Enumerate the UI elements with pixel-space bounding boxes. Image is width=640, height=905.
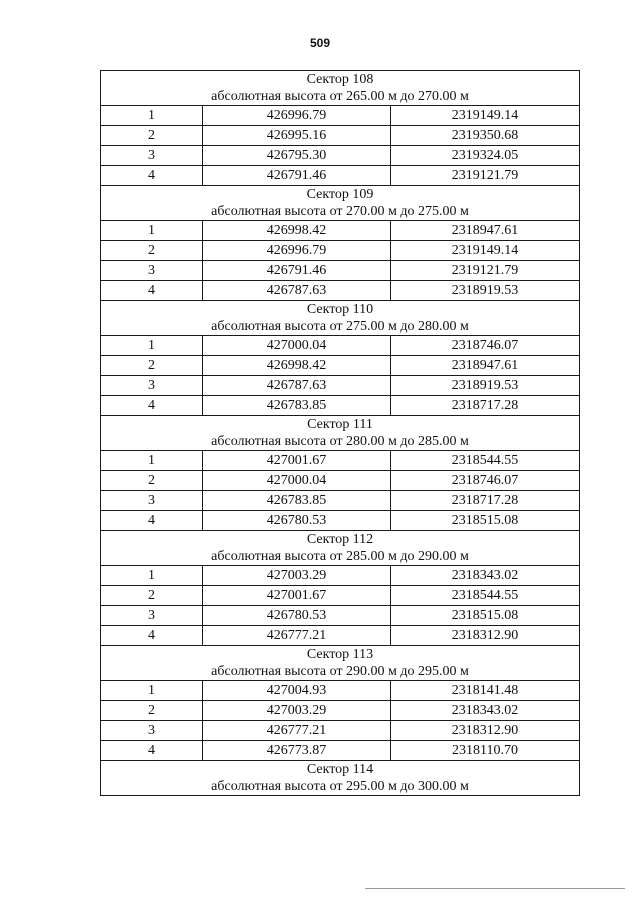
coordinate-y-cell: 2318515.08 xyxy=(391,606,580,626)
point-number-cell: 3 xyxy=(101,261,203,281)
coordinate-x-cell: 426795.30 xyxy=(203,146,391,166)
table-row xyxy=(101,491,580,511)
coordinate-y-cell: 2318110.70 xyxy=(391,741,580,761)
sector-title: Сектор 113 xyxy=(306,647,374,662)
table-row xyxy=(101,126,580,146)
sector-header-row xyxy=(101,301,580,336)
sector-header-row xyxy=(101,646,580,681)
coordinate-x-cell: 426773.87 xyxy=(203,741,391,761)
coordinate-y-cell: 2319149.14 xyxy=(391,241,580,261)
coordinate-x-cell: 426783.85 xyxy=(203,396,391,416)
coordinate-x-cell: 427001.67 xyxy=(203,586,391,606)
point-number-cell: 1 xyxy=(101,566,203,586)
coordinate-y-cell: 2319121.79 xyxy=(391,166,580,186)
sector-altitude-range: абсолютная высота от 285.00 м до 290.00 м xyxy=(211,549,469,564)
point-number-cell: 2 xyxy=(101,356,203,376)
coordinate-y-cell: 2318515.08 xyxy=(391,511,580,531)
point-number-cell: 1 xyxy=(101,451,203,471)
point-number-cell: 3 xyxy=(101,146,203,166)
sector-header-row xyxy=(101,761,580,796)
coordinate-y-cell: 2318746.07 xyxy=(391,336,580,356)
sector-header xyxy=(101,531,580,566)
point-number-cell: 4 xyxy=(101,396,203,416)
coordinate-x-cell: 427003.29 xyxy=(203,566,391,586)
point-number-cell: 2 xyxy=(101,241,203,261)
coordinate-x-cell: 426787.63 xyxy=(203,281,391,301)
table-row xyxy=(101,511,580,531)
sector-altitude-range: абсолютная высота от 275.00 м до 280.00 м xyxy=(211,319,469,334)
point-number-cell: 4 xyxy=(101,166,203,186)
table-row xyxy=(101,741,580,761)
point-number-cell: 4 xyxy=(101,741,203,761)
coordinate-x-cell: 426780.53 xyxy=(203,511,391,531)
sector-title: Сектор 109 xyxy=(306,187,374,202)
coordinate-y-cell: 2318919.53 xyxy=(391,281,580,301)
point-number-cell: 2 xyxy=(101,701,203,721)
coordinate-y-cell: 2318343.02 xyxy=(391,566,580,586)
table-row xyxy=(101,281,580,301)
sector-altitude-range: абсолютная высота от 280.00 м до 285.00 м xyxy=(211,434,469,449)
sector-title: Сектор 108 xyxy=(306,72,374,87)
coordinate-y-cell: 2318312.90 xyxy=(391,721,580,741)
point-number-cell: 4 xyxy=(101,281,203,301)
point-number-cell: 2 xyxy=(101,586,203,606)
sector-header-row xyxy=(101,416,580,451)
coordinate-y-cell: 2318544.55 xyxy=(391,451,580,471)
coordinate-y-cell: 2318312.90 xyxy=(391,626,580,646)
point-number-cell: 1 xyxy=(101,221,203,241)
coordinate-y-cell: 2318746.07 xyxy=(391,471,580,491)
sector-header-row xyxy=(101,71,580,106)
point-number-cell: 3 xyxy=(101,721,203,741)
table-row xyxy=(101,336,580,356)
coordinate-x-cell: 427003.29 xyxy=(203,701,391,721)
sector-altitude-range: абсолютная высота от 270.00 м до 275.00 м xyxy=(211,204,469,219)
coordinate-x-cell: 427001.67 xyxy=(203,451,391,471)
sector-header-row xyxy=(101,186,580,221)
coordinate-x-cell: 426995.16 xyxy=(203,126,391,146)
table-row xyxy=(101,396,580,416)
table-row xyxy=(101,701,580,721)
sector-altitude-range: абсолютная высота от 265.00 м до 270.00 м xyxy=(211,89,469,104)
point-number-cell: 1 xyxy=(101,106,203,126)
table-row xyxy=(101,221,580,241)
coordinate-x-cell: 427000.04 xyxy=(203,336,391,356)
coordinate-y-cell: 2318343.02 xyxy=(391,701,580,721)
point-number-cell: 3 xyxy=(101,491,203,511)
sector-header xyxy=(101,301,580,336)
sector-header xyxy=(101,71,580,106)
sector-altitude-range: абсолютная высота от 290.00 м до 295.00 м xyxy=(211,664,469,679)
table-row xyxy=(101,376,580,396)
table-row xyxy=(101,721,580,741)
table-row xyxy=(101,681,580,701)
table-row xyxy=(101,586,580,606)
coordinate-x-cell: 426777.21 xyxy=(203,721,391,741)
table-row xyxy=(101,241,580,261)
table-row xyxy=(101,606,580,626)
coordinate-x-cell: 427004.93 xyxy=(203,681,391,701)
coordinate-y-cell: 2318947.61 xyxy=(391,221,580,241)
coordinate-x-cell: 426777.21 xyxy=(203,626,391,646)
table-row xyxy=(101,261,580,281)
coordinate-y-cell: 2318717.28 xyxy=(391,491,580,511)
coordinate-y-cell: 2318947.61 xyxy=(391,356,580,376)
point-number-cell: 2 xyxy=(101,471,203,491)
scan-edge-line xyxy=(365,888,625,889)
coordinate-y-cell: 2319350.68 xyxy=(391,126,580,146)
coordinate-y-cell: 2318141.48 xyxy=(391,681,580,701)
sector-header xyxy=(101,646,580,681)
sector-title: Сектор 114 xyxy=(306,762,374,777)
sector-header xyxy=(101,416,580,451)
sector-header-row xyxy=(101,531,580,566)
coordinate-y-cell: 2318717.28 xyxy=(391,396,580,416)
point-number-cell: 4 xyxy=(101,511,203,531)
coordinate-x-cell: 426783.85 xyxy=(203,491,391,511)
table-row xyxy=(101,566,580,586)
table-row xyxy=(101,166,580,186)
coordinate-y-cell: 2319149.14 xyxy=(391,106,580,126)
point-number-cell: 2 xyxy=(101,126,203,146)
coordinate-x-cell: 426791.46 xyxy=(203,261,391,281)
coordinate-x-cell: 426787.63 xyxy=(203,376,391,396)
sector-header xyxy=(101,761,580,796)
coordinate-x-cell: 426998.42 xyxy=(203,356,391,376)
coordinates-table xyxy=(100,70,580,796)
coordinate-x-cell: 426998.42 xyxy=(203,221,391,241)
coordinates-table-body xyxy=(101,71,580,796)
sector-altitude-range: абсолютная высота от 295.00 м до 300.00 м xyxy=(211,779,469,794)
coordinate-x-cell: 426791.46 xyxy=(203,166,391,186)
coordinate-y-cell: 2319121.79 xyxy=(391,261,580,281)
table-row xyxy=(101,626,580,646)
table-row xyxy=(101,356,580,376)
table-row xyxy=(101,146,580,166)
coordinate-y-cell: 2318544.55 xyxy=(391,586,580,606)
point-number-cell: 1 xyxy=(101,336,203,356)
coordinate-x-cell: 427000.04 xyxy=(203,471,391,491)
table-row xyxy=(101,451,580,471)
sector-header xyxy=(101,186,580,221)
coordinate-y-cell: 2318919.53 xyxy=(391,376,580,396)
point-number-cell: 3 xyxy=(101,606,203,626)
sector-title: Сектор 110 xyxy=(306,302,374,317)
sector-title: Сектор 111 xyxy=(307,417,373,432)
coordinate-x-cell: 426996.79 xyxy=(203,241,391,261)
point-number-cell: 4 xyxy=(101,626,203,646)
page-number: 509 xyxy=(309,36,331,50)
coordinate-x-cell: 426996.79 xyxy=(203,106,391,126)
point-number-cell: 1 xyxy=(101,681,203,701)
coordinate-x-cell: 426780.53 xyxy=(203,606,391,626)
point-number-cell: 3 xyxy=(101,376,203,396)
table-row xyxy=(101,471,580,491)
sector-title: Сектор 112 xyxy=(306,532,374,547)
table-row xyxy=(101,106,580,126)
coordinate-y-cell: 2319324.05 xyxy=(391,146,580,166)
